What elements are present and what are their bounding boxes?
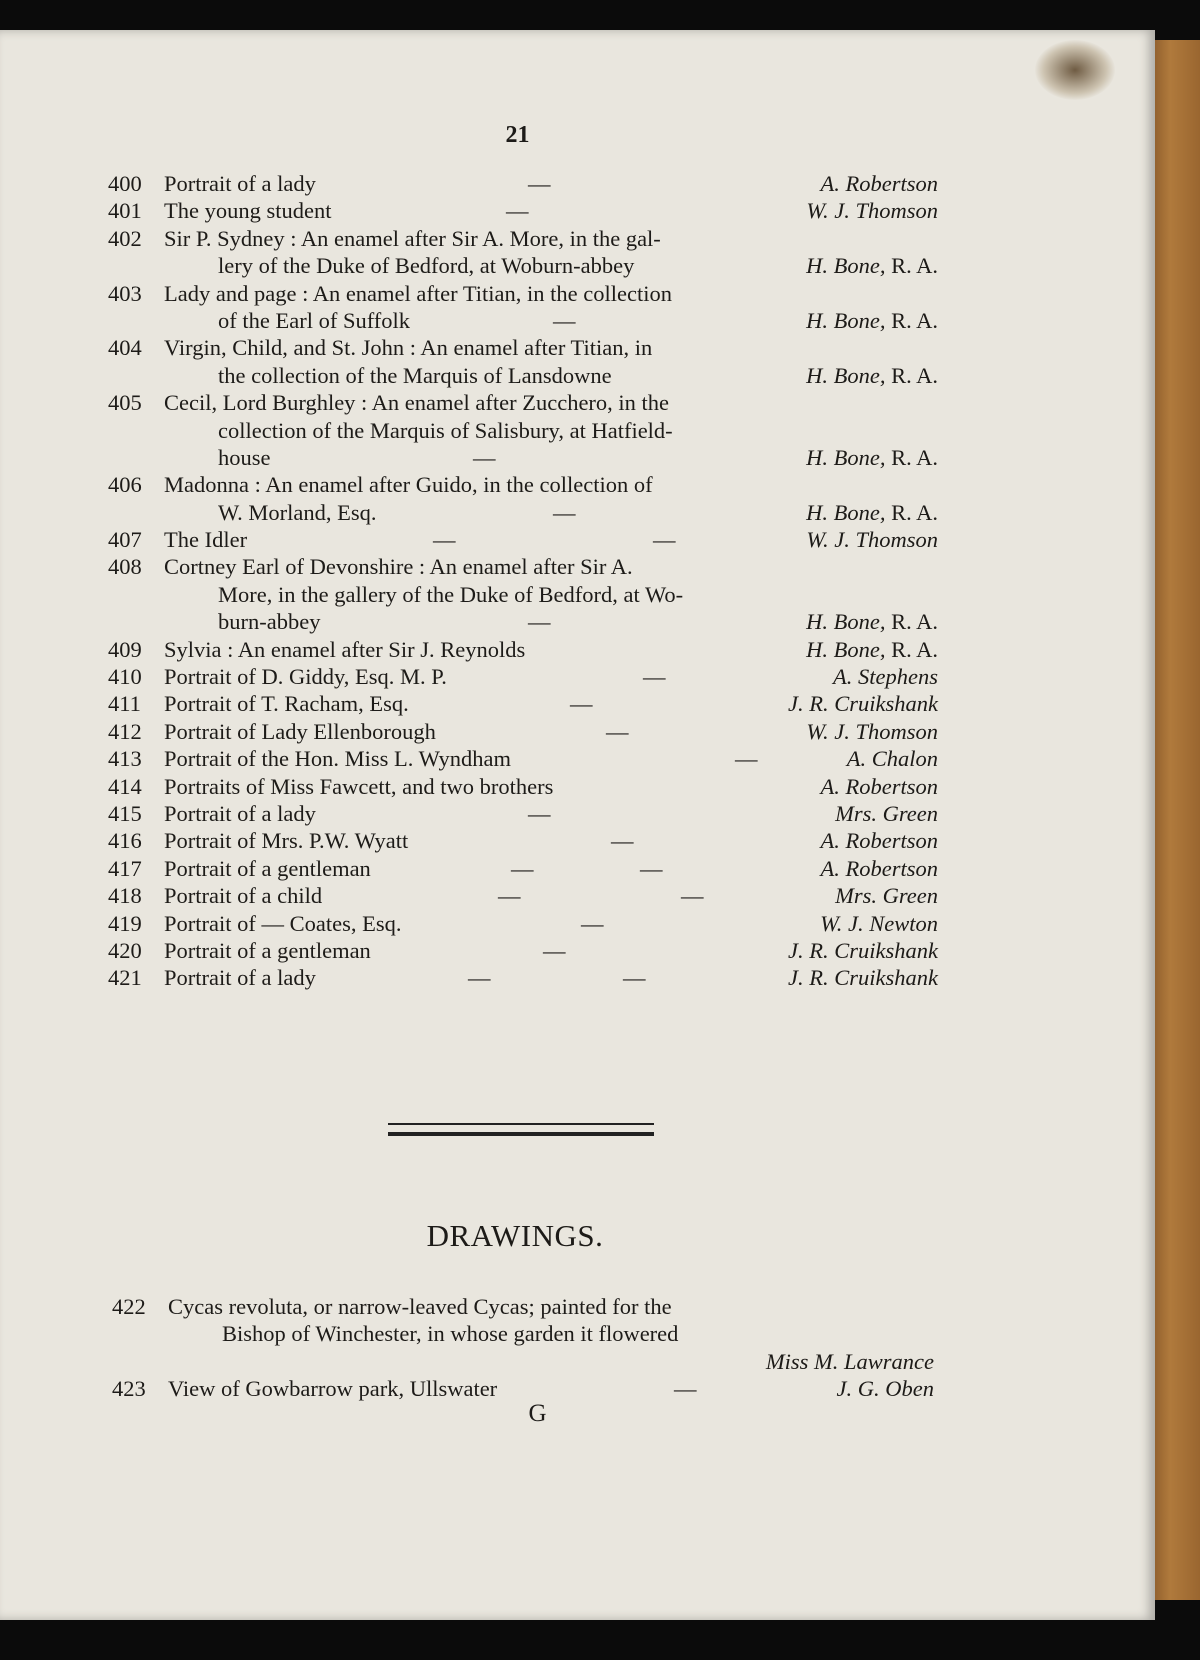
entry-title: Portrait of the Hon. Miss L. Wyndham bbox=[164, 746, 511, 772]
entry-title: Portrait of a lady bbox=[164, 965, 316, 991]
entry-title: Portrait of a lady bbox=[164, 800, 316, 826]
entry-title-continued: collection of the Marquis of Salisbury, at Hatfield- bbox=[218, 417, 673, 443]
catalogue-entry bbox=[108, 334, 938, 389]
dash-separator: — bbox=[640, 855, 662, 881]
catalogue-entry bbox=[108, 690, 938, 717]
entry-number: 404 bbox=[108, 335, 142, 361]
entry-artist: W. J. Newton bbox=[820, 910, 938, 936]
entry-title-continued: house bbox=[218, 444, 271, 470]
entry-title: Sir P. Sydney : An enamel after Sir A. More, in the gal- bbox=[164, 225, 661, 251]
entry-number: 408 bbox=[108, 554, 142, 580]
entry-artist: A. Robertson bbox=[820, 773, 938, 799]
catalogue-entry bbox=[108, 910, 938, 937]
dash-separator: — bbox=[528, 171, 550, 196]
entry-title: Cecil, Lord Burghley : An enamel after Zucchero, in the bbox=[164, 390, 670, 416]
entry-artist: Mrs. Green bbox=[835, 883, 938, 909]
entry-title: Portraits of Miss Fawcett, and two brothers bbox=[164, 773, 554, 799]
dash-separator: — bbox=[606, 718, 628, 744]
ra-suffix: R. A. bbox=[891, 253, 938, 279]
catalogue-entry bbox=[108, 553, 938, 635]
dash-separator: — bbox=[643, 664, 665, 690]
entry-artist: H. Bone, R. A. bbox=[806, 499, 938, 525]
entry-artist: W. J. Thomson bbox=[806, 718, 938, 744]
dash-separator: — bbox=[468, 965, 490, 991]
dash-separator: — bbox=[553, 499, 575, 525]
catalogue-entry bbox=[108, 280, 938, 335]
entry-artist: A. Robertson bbox=[820, 171, 938, 196]
catalogue-entry bbox=[112, 1375, 934, 1402]
ra-suffix: R. A. bbox=[891, 444, 938, 470]
catalogue-entry bbox=[108, 718, 938, 745]
entry-title: Madonna : An enamel after Guido, in the collection of bbox=[164, 472, 653, 498]
entry-artist: H. Bone, R. A. bbox=[806, 636, 938, 662]
dash-separator: — bbox=[674, 1376, 696, 1402]
entry-title: Sylvia : An enamel after Sir J. Reynolds bbox=[164, 636, 526, 662]
catalogue-entry bbox=[108, 827, 938, 854]
dash-separator: — bbox=[653, 527, 675, 553]
entry-artist: H. Bone, R. A. bbox=[806, 444, 938, 470]
entry-artist: W. J. Thomson bbox=[806, 198, 938, 224]
catalogue-entry bbox=[108, 526, 938, 553]
entry-artist: H. Bone, R. A. bbox=[806, 307, 938, 333]
entry-title: Portrait of T. Racham, Esq. bbox=[164, 691, 409, 717]
entry-title-continued: burn-abbey bbox=[218, 609, 321, 635]
dash-separator: — bbox=[528, 800, 550, 826]
entry-artist: A. Stephens bbox=[833, 664, 938, 690]
entry-artist: A. Robertson bbox=[820, 855, 938, 881]
entry-title: Portrait of a gentleman bbox=[164, 937, 371, 963]
catalogue-entry bbox=[108, 170, 938, 197]
catalogue-entry bbox=[108, 882, 938, 909]
entry-title: Virgin, Child, and St. John : An enamel after Titian, in bbox=[164, 335, 653, 361]
entry-number: 414 bbox=[108, 773, 142, 799]
entry-number: 418 bbox=[108, 883, 142, 909]
dash-separator: — bbox=[581, 910, 603, 936]
entry-artist: Miss M. Lawrance bbox=[765, 1348, 934, 1374]
double-rule-divider bbox=[388, 1123, 654, 1136]
catalogue-entries bbox=[108, 170, 938, 992]
dash-separator: — bbox=[735, 746, 757, 772]
entry-number: 419 bbox=[108, 910, 142, 936]
entry-title: Cycas revoluta, or narrow-leaved Cycas; painted for the bbox=[168, 1294, 672, 1319]
entry-number: 405 bbox=[108, 390, 142, 416]
entry-title: Portrait of a child bbox=[164, 883, 323, 909]
dash-separator: — bbox=[611, 828, 633, 854]
drawings-entries bbox=[112, 1293, 934, 1403]
dash-separator: — bbox=[570, 691, 592, 717]
ra-suffix: R. A. bbox=[891, 307, 938, 333]
entry-title-continued: the collection of the Marquis of Lansdowne bbox=[218, 362, 612, 388]
entry-title: Portrait of Lady Ellenborough bbox=[164, 718, 436, 744]
dash-separator: — bbox=[433, 527, 455, 553]
catalogue-entry bbox=[108, 855, 938, 882]
signature-mark: G bbox=[528, 1400, 547, 1427]
entry-title: Portrait of D. Giddy, Esq. M. P. bbox=[164, 664, 447, 690]
ra-suffix: R. A. bbox=[891, 499, 938, 525]
entry-title: Cortney Earl of Devonshire : An enamel after Sir A. bbox=[164, 554, 633, 580]
entry-artist: A. Chalon bbox=[846, 746, 938, 772]
dash-separator: — bbox=[553, 307, 575, 333]
entry-title: The young student bbox=[164, 198, 332, 224]
entry-title: Portrait of — Coates, Esq. bbox=[164, 910, 402, 936]
entry-artist: H. Bone, R. A. bbox=[806, 362, 938, 388]
page-number: 21 bbox=[505, 122, 530, 148]
ra-suffix: R. A. bbox=[891, 362, 938, 388]
entry-number: 423 bbox=[112, 1376, 146, 1402]
entry-title: View of Gowbarrow park, Ullswater bbox=[168, 1376, 498, 1402]
entry-title: Portrait of a lady bbox=[164, 171, 316, 196]
dash-separator: — bbox=[528, 609, 550, 635]
entry-artist: J. R. Cruikshank bbox=[788, 965, 938, 991]
catalogue-entry bbox=[108, 389, 938, 471]
dash-separator: — bbox=[498, 883, 520, 909]
catalogue-page bbox=[0, 30, 1155, 1620]
entry-number: 400 bbox=[108, 171, 142, 196]
entry-number: 413 bbox=[108, 746, 142, 772]
entry-title-continued: Bishop of Winchester, in whose garden it flowered bbox=[222, 1321, 679, 1347]
entry-artist: J. G. Oben bbox=[836, 1376, 934, 1402]
catalogue-entry bbox=[108, 636, 938, 663]
entry-number: 407 bbox=[108, 527, 142, 553]
entry-title-continued: More, in the gallery of the Duke of Bedford, at Wo- bbox=[218, 581, 684, 607]
entry-number: 420 bbox=[108, 937, 142, 963]
dash-separator: — bbox=[506, 198, 528, 224]
entry-artist: A. Robertson bbox=[820, 828, 938, 854]
catalogue-entry bbox=[108, 937, 938, 964]
entry-artist: W. J. Thomson bbox=[806, 527, 938, 553]
catalogue-entry bbox=[108, 471, 938, 526]
entry-artist: H. Bone, R. A. bbox=[806, 609, 938, 635]
catalogue-entry bbox=[108, 745, 938, 772]
entry-number: 409 bbox=[108, 636, 142, 662]
entry-artist: Mrs. Green bbox=[835, 800, 938, 826]
entry-artist: J. R. Cruikshank bbox=[788, 691, 938, 717]
entry-artist: H. Bone, R. A. bbox=[806, 253, 938, 279]
catalogue-entry bbox=[112, 1293, 934, 1375]
water-stain bbox=[1035, 40, 1115, 100]
catalogue-entry bbox=[108, 225, 938, 280]
entry-number: 416 bbox=[108, 828, 142, 854]
ra-suffix: R. A. bbox=[891, 609, 938, 635]
catalogue-entry bbox=[108, 964, 938, 991]
dash-separator: — bbox=[543, 937, 565, 963]
entry-title: Portrait of Mrs. P.W. Wyatt bbox=[164, 828, 409, 854]
entry-number: 421 bbox=[108, 965, 142, 991]
entry-title: The Idler bbox=[164, 527, 248, 553]
dash-separator: — bbox=[511, 855, 533, 881]
entry-artist: J. R. Cruikshank bbox=[788, 937, 938, 963]
entry-number: 401 bbox=[108, 198, 142, 224]
entry-title-continued: lery of the Duke of Bedford, at Woburn-abbey bbox=[218, 253, 635, 279]
catalogue-entry bbox=[108, 773, 938, 800]
entry-number: 402 bbox=[108, 225, 142, 251]
dash-separator: — bbox=[681, 883, 703, 909]
ra-suffix: R. A. bbox=[891, 636, 938, 662]
entry-number: 410 bbox=[108, 664, 142, 690]
book-spine bbox=[1150, 40, 1200, 1600]
entry-number: 411 bbox=[108, 691, 141, 717]
entry-title-continued: of the Earl of Suffolk bbox=[218, 307, 411, 333]
entry-number: 415 bbox=[108, 800, 142, 826]
entry-title-continued: W. Morland, Esq. bbox=[218, 499, 377, 525]
entry-number: 406 bbox=[108, 472, 142, 498]
entry-number: 422 bbox=[112, 1294, 146, 1319]
dash-separator: — bbox=[473, 444, 495, 470]
entry-number: 412 bbox=[108, 718, 142, 744]
entry-title: Portrait of a gentleman bbox=[164, 855, 371, 881]
entry-number: 417 bbox=[108, 855, 142, 881]
section-title: DRAWINGS. bbox=[426, 1218, 604, 1253]
entry-title: Lady and page : An enamel after Titian, in the collection bbox=[164, 280, 672, 306]
catalogue-entry bbox=[108, 800, 938, 827]
catalogue-entry bbox=[108, 663, 938, 690]
dash-separator: — bbox=[623, 965, 645, 991]
catalogue-entry bbox=[108, 197, 938, 224]
entry-number: 403 bbox=[108, 280, 142, 306]
